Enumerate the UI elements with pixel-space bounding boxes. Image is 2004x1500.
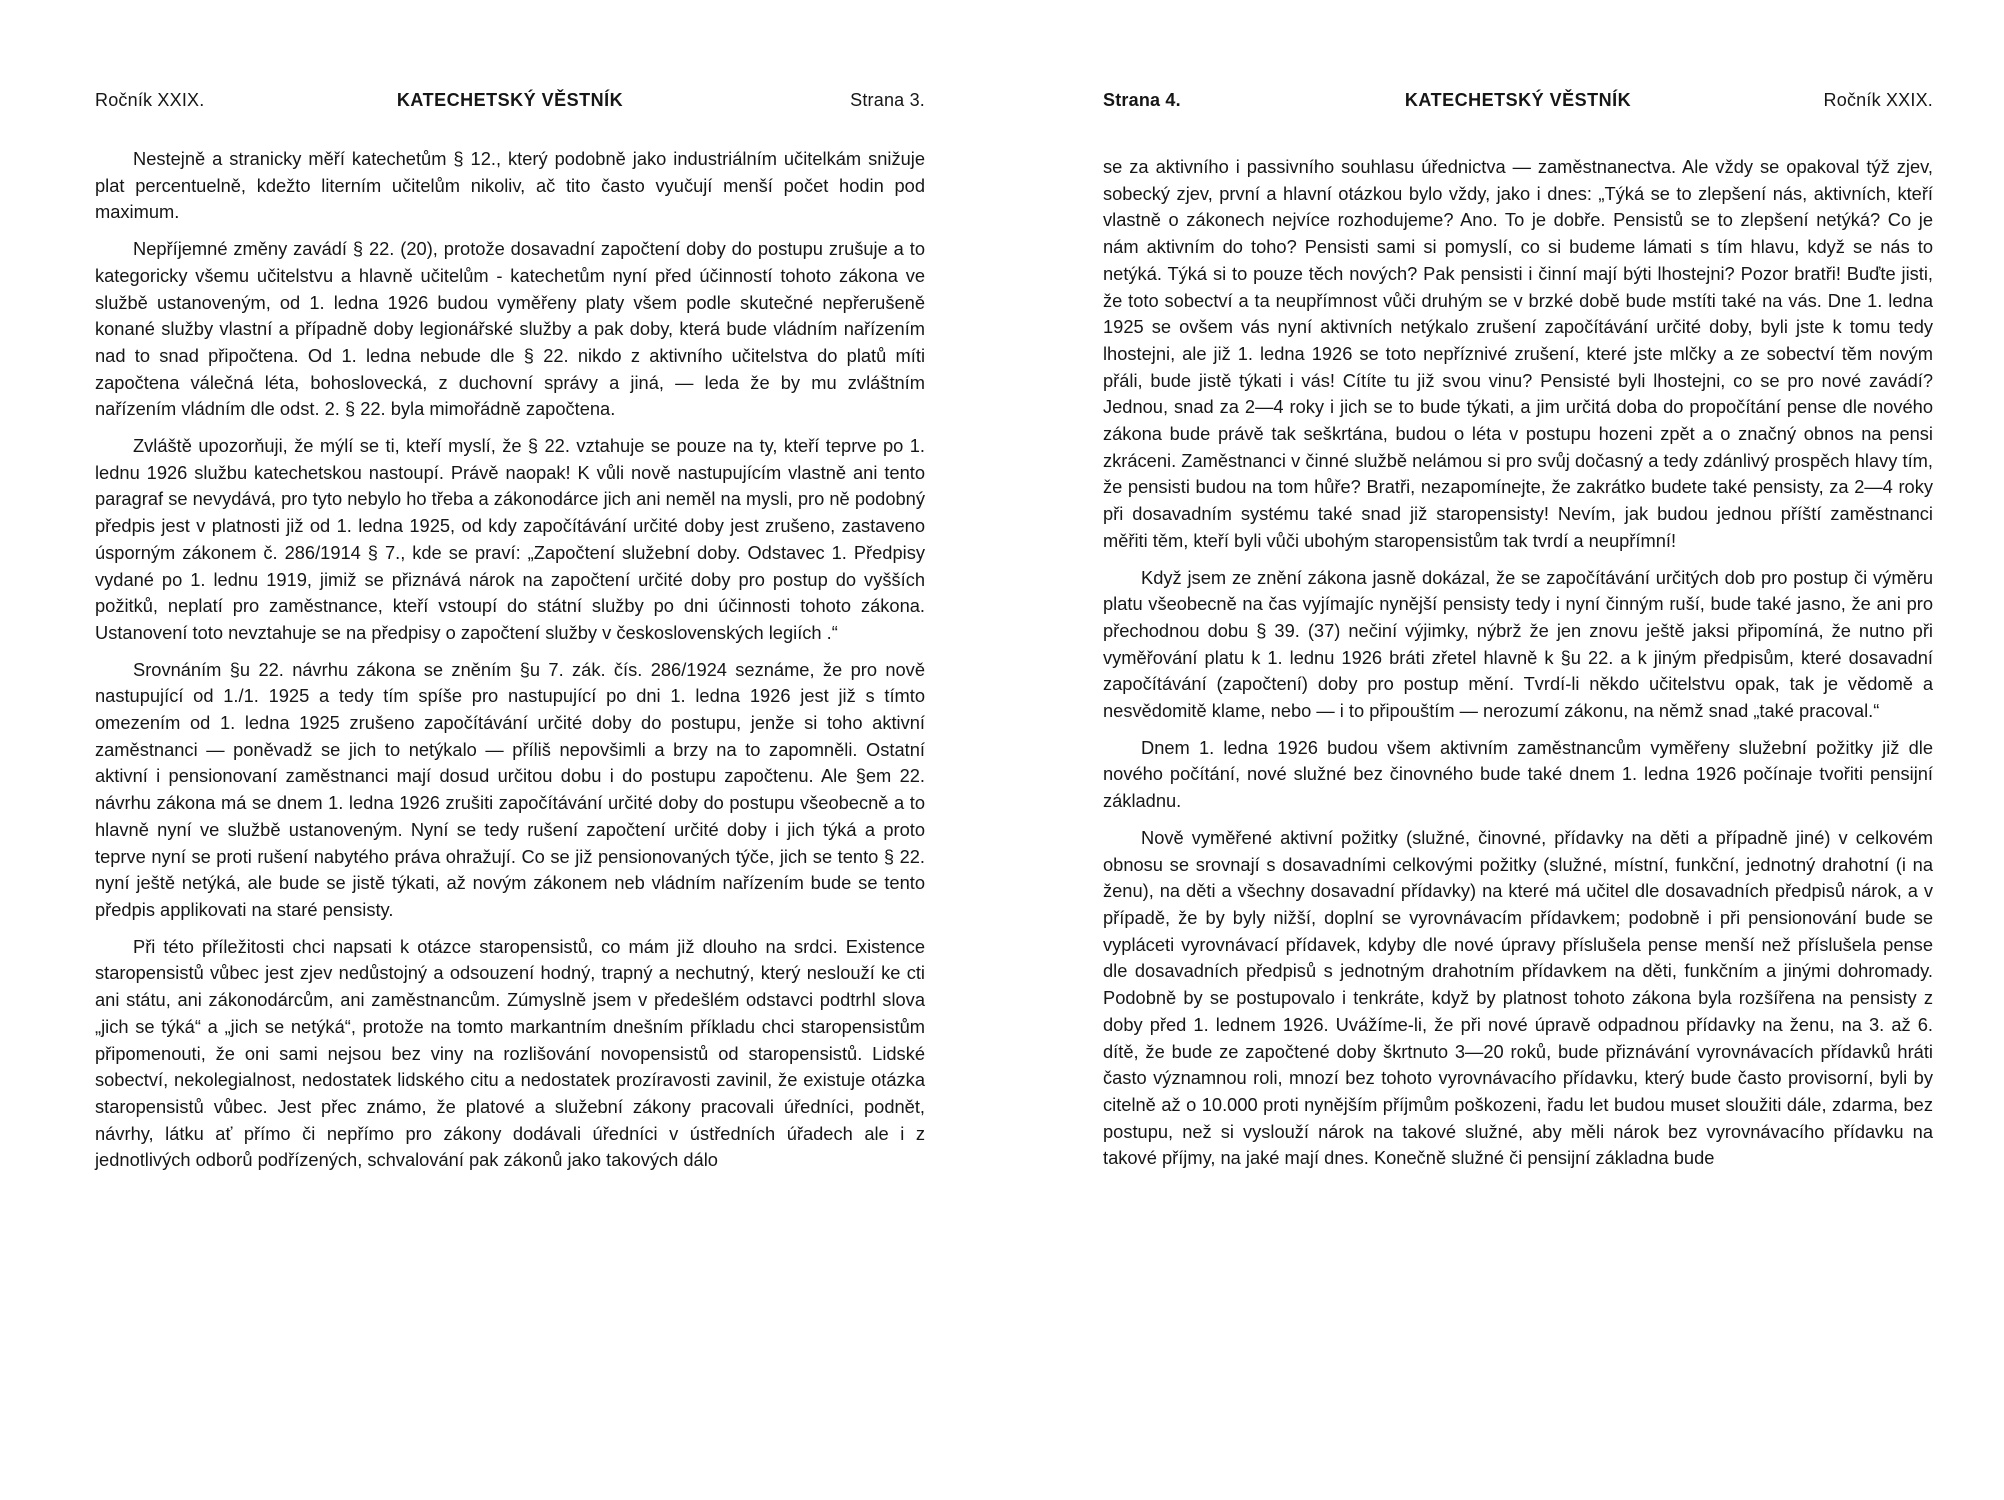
- left-page: [95, 90, 925, 1171]
- left-page-text: [95, 146, 925, 1184]
- left-running-head: [95, 90, 925, 120]
- page-number: Strana 3.: [850, 90, 925, 110]
- paragraph: Nově vyměřené aktivní požitky (služné, činovné, přídavky na děti a případně jiné) v celkovém obnosu se srovnají s dosavadními celkovými požitky (služné, místní, funkční, jednotný drahotní (i na ženu), na děti a všechny dosavadní přídavky) na které má učitel dle dosavadních předpisů nárok, a v případě, že by byly nižší, doplní se vyrovnávacím přídavkem; podobně i při pensionování bude se vypláceti vyrovnávací přídavek, kdyby dle nové úpravy příslušela pense menší než příslušela pense dle dosavadních předpisů s jednotným drahotním přídavkem na děti, funkčním a jinými dohromady. Podobně by se postupovalo i tenkráte, když by platnost tohoto zákona byla rozšířena na pensisty z doby před 1. lednem 1926. Uvážíme-li, že při nové úpravě odpadnou přídavky na ženu, na 3. až 6. dítě, že bude ze započtené doby škrtnuto 3—20 roků, bude přiznávání vyrovnávacích přídavků hráti často významnou roli, mnozí bez tohoto vyrovnávacího přídavku, který bude často provisorní, byli by citelně až o 10.000 proti nynějším příjmům poškozeni, řadu let budou muset sloužiti dále, zdarma, bez postupu, než si vyslouží nárok na takové služné, aby měli nárok bez vyrovnávacího přídavku na takové příjmy, na jaké mají dnes. Konečně služné či pensijní základna bude: [1103, 826, 1933, 1169]
- paragraph: Nepříjemné změny zavádí § 22. (20), protože dosavadní započtení doby do postupu zrušuje a to kategoricky všemu učitelstvu a hlavně učitelům - katechetům nyní před účinností tohoto zákona ve službě ustanoveným, od 1. ledna 1926 budou vyměřeny platy všem podle skutečné nepřerušeně konané služby vlastní a případně doby legionářské služby a pak doby, která bude vládním nařízením nad to snad připočtena. Od 1. ledna nebude dle § 22. nikdo z aktivního učitelstva do platů míti započtena válečná léta, bohoslovecká, z duchovní správy a jiná, — leda že by mu zvláštním nařízením vládním dle odst. 2. § 22. byla mimořádně započtena.: [95, 238, 925, 420]
- paragraph: Při této příležitosti chci napsati k otázce staropensistů, co mám již dlouho na srdci. Existence staropensistů vůbec jest zjev nedůstojný a odsouzení hodný, trapný a nechutný, který neslouží ke cti ani státu, ani zákonodárcům, ani zaměstnancům. Zúmyslně jsem v předešlém odstavci podtrhl slova „jich se týká“ a „jich se netýká“, protože na tomto markantním dnešním příkladu chci staropensistům připomenouti, že oni sami nejsou bez viny na rozlišování novopensistů od staropensistů. Lidské sobectví, nekolegialnost, nedostatek lidského citu a nedostatek prozíravosti zavinil, že existuje otázka staropensistů vůbec. Jest přec známo, že platové a služební zákony pracovali úředníci, podnět, návrhy, látku ať přímo či nepřímo pro zákony dodávali úředníci v ústředních úřadech ale i z jednotlivých odborů podřízených, schvalování pak zákonů jako takových dálo: [95, 935, 925, 1171]
- right-page-text: [1103, 154, 1933, 1182]
- right-running-head: [1103, 90, 1933, 120]
- paragraph: Dnem 1. ledna 1926 budou všem aktivním zaměstnancům vyměřeny služební požitky již dle nového počítání, nové služné bez činovného bude také dnem 1. ledna 1926 počínaje tvořiti pensijní základnu.: [1103, 736, 1933, 812]
- paragraph: Srovnáním §u 22. návrhu zákona se zněním §u 7. zák. čís. 286/1924 seznáme, že pro nově nastupující od 1./1. 1925 a tedy tím spíše pro nastupující po dni 1. ledna 1926 jest již s tímto omezením od 1. ledna 1925 zrušeno započítávání určité doby do postupu, jenže si toho aktivní zaměstnanci — poněvadž se jich to netýkalo — příliš nepovšimli a brzy na to zapomněli. Ostatní aktivní i pensionovaní zaměstnanci mají dosud určitou dobu i do postupu započtenu. Ale §em 22. návrhu zákona má se dnem 1. ledna 1926 zrušiti započítávání určité doby do postupu všeobecně a to hlavně nyní ve službě ustanoveným. Nyní se tedy rušení započtení určité doby i jich týká a proto teprve nyní se proti rušení nabytého práva ohražují. Co se již pensionovaných týče, jich se tento § 22. nyní ještě netýká, ale bude se jistě týkati, až novým zákonem neb vládním nařízením bude se tento předpis applikovati na staré pensisty.: [95, 658, 925, 920]
- paragraph: Nestejně a stranicky měří katechetům § 12., který podobně jako industriálním učitelkám snižuje plat percentuelně, kdežto literním učitelům nikoliv, ač tito často vyučují menší počet hodin pod maximum.: [95, 148, 925, 223]
- volume-label: Ročník XXIX.: [95, 90, 205, 110]
- right-page: [1103, 90, 1933, 1169]
- paragraph: Když jsem ze znění zákona jasně dokázal, že se započítávání určitých dob pro postup či výměru platu všeobecně na čas vyjímajíc nynější pensisty tedy i nyní činným ruší, bude také jasno, že ani pro přechodnou dobu § 39. (37) nečiní výjimky, nýbrž že jen znovu ještě jaksi připomíná, že nutno při vyměřování platu k 1. lednu 1926 bráti zřetel hlavně k §u 22. a k jiným předpisům, které dosavadní započítávání (započtení) doby pro postup mění. Tvrdí-li někdo učitelstvu opak, tak je vědomě a nesvědomitě klame, nebo — i to připouštím — nerozumí zákonu, na němž snad „také pracoval.“: [1103, 566, 1933, 722]
- volume-label: Ročník XXIX.: [1823, 90, 1933, 110]
- journal-title: KATECHETSKÝ VĚSTNÍK: [1404, 90, 1632, 110]
- journal-title: KATECHETSKÝ VĚSTNÍK: [396, 90, 624, 110]
- paragraph: se za aktivního i passivního souhlasu úřednictva — zaměstnanectva. Ale vždy se opakoval týž zjev, sobecký zjev, první a hlavní otázkou bylo vždy, jako i dnes: „Týká se to zlepšení nás, aktivních, kteří vlastně o zákonech nejvíce rozhodujeme? Ano. To je dobře. Pensistů se to zlepšení netýká? Co je nám aktivním do toho? Pensisti sami si pomyslí, co si budeme lámati s tím hlavu, když se nás to netýká. Týká si to pouze těch nových? Pak pensisti i činní mají býti lhostejni? Pozor bratři! Buďte jisti, že toto sobectví a ta neupřímnost vůči druhým se v brzké době bude mstíti také na vás. Dne 1. ledna 1925 se ovšem vás nyní aktivních netýkalo zrušení započítávání určité doby, byli jste k tomu tedy lhostejni, ale již 1. ledna 1926 se toto nepříznivé zrušení, které jste mlčky a ze sobectví těm novým přáli, bude jistě týkati i vás! Cítíte tu již svou vinu? Pensisté byli lhostejni, co se pro nové zavádí? Jednou, snad za 2—4 roky i jich se to bude týkati, a jim určitá doba do propočítání pense dle nového zákona bude právě tak seškrtána, budou o léta v postupu hozeni zpět a o značný obnos na pensi zkráceni. Zaměstnanci v činné službě nelámou si pro svůj dočasný a tedy zdánlivý prospěch hlavy tím, že pensisti budou na tom hůře? Bratři, nezapomínejte, že zakrátko budete také pensisty, za 2—4 roky při dosavadním systému také snad již staropensisty! Nevím, jak budou jednou příští zaměstnanci měřiti těm, kteří byli vůči ubohým staropensistům tak tvrdí a neupřímní!: [1103, 156, 1933, 551]
- paragraph: Zvláště upozorňuji, že mýlí se ti, kteří myslí, že § 22. vztahuje se pouze na ty, kteří teprve po 1. lednu 1926 službu katechetskou nastoupí. Právě naopak! K vůli nově nastupujícím vlastně ani tento paragraf se nevydává, pro tyto nebylo ho třeba a zákonodárce jich ani neměl na mysli, pro ně podobný předpis jest v platnosti již od 1. ledna 1925, od kdy započítávání určité doby jest zrušeno, zastaveno úsporným zákonem č. 286/1914 § 7., kde se praví: „Započtení služební doby. Odstavec 1. Předpisy vydané po 1. lednu 1919, jimiž se přiznává nárok na započtení určité doby pro postup do vyšších požitků, neplatí pro zaměstnance, kteří vstoupí do státní služby po dni účinnosti tohoto zákona. Ustanovení toto nevztahuje se na předpisy o započtení služby v československých legiích .“: [95, 435, 925, 643]
- page-number: Strana 4.: [1103, 90, 1181, 110]
